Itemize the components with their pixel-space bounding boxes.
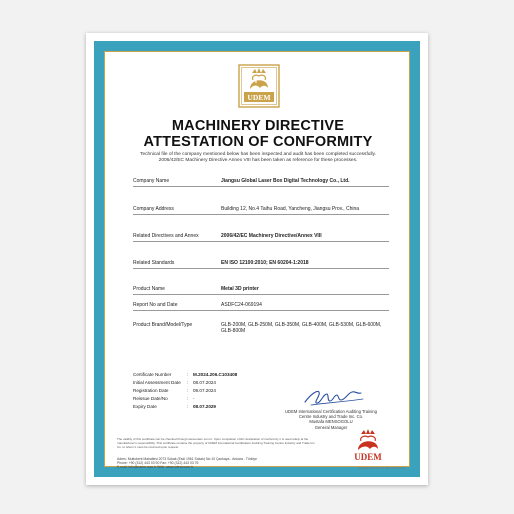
detail-label: Expiry Date: [133, 404, 157, 409]
certificate-intro: Technical file of the company mentioned below has been inspected and audit has been completed successfully. 2006/42/EC Machinery Directive Annex VIII has been taken as reference for these processes.: [140, 152, 376, 163]
detail-expiry-date: Expiry Date : 08.07.2029: [133, 404, 216, 409]
detail-value: 09.07.2024: [193, 388, 216, 393]
field-label: Product Name: [133, 286, 165, 292]
field-divider: [133, 214, 389, 215]
udem-lion-crest-icon: [238, 64, 280, 108]
udem-logo-text: UDEM: [247, 93, 271, 102]
field-value: Jiangsu Global Laser Box Digital Technology Co., Ltd.: [221, 178, 350, 184]
field-value: 2006/42/EC Machinery Directive/Annex VIII: [221, 233, 322, 239]
detail-value: M.2024.206.C103408: [193, 372, 238, 377]
field-report-no: [133, 302, 393, 312]
form-code: UDEM-FRM-KRD-01 REV.02 01.2024: [357, 466, 405, 470]
field-value: EN ISO 12100:2010; EN 60204-1:2018: [221, 260, 309, 266]
field-divider: [133, 186, 389, 187]
address-line: Adres: Mutlukent Mahallesi 2073 Sokak (Eski 1961 Sokak) No:10 Çankaya - Ankara - Türkiye: [117, 457, 257, 461]
field-label: Company Address: [133, 206, 174, 212]
detail-label: Certificate Number: [133, 372, 172, 377]
detail-value: -: [193, 396, 195, 401]
field-related-directives: [133, 233, 393, 243]
signer-org: UDEM International Certification Auditing Training Centre Industry and Trade Inc. Co.: [285, 409, 377, 420]
field-value: Building 12, No.4 Taihu Road, Yancheng, Jiangsu Prov., China: [221, 206, 360, 212]
field-divider: [133, 294, 389, 295]
certificate-page: [86, 33, 428, 485]
bottom-logo-text: UDEM: [354, 452, 382, 462]
udem-lion-crest-icon: [346, 428, 390, 462]
detail-value: 08.07.2029: [193, 404, 216, 409]
field-product-model: [133, 322, 393, 336]
detail-label: Initial Assessment Date: [133, 380, 181, 385]
certificate-inner: [104, 51, 410, 470]
detail-label: Registration Date: [133, 388, 169, 393]
field-label: Report No and Date: [133, 302, 178, 308]
field-label: Related Standards: [133, 260, 175, 266]
detail-label: Reissue Date/No: [133, 396, 168, 401]
field-product-name: [133, 286, 393, 296]
field-label: Related Directives and Annex: [133, 233, 199, 239]
field-divider: [133, 241, 389, 242]
field-value: GLB-200M, GLB-250M, GLB-350M, GLB-400M, GLB-530M, GLB-600M, GLB-800M: [221, 322, 382, 334]
signer-name: Mustafa MENSOGOLU: [309, 419, 353, 425]
detail-certificate-number: Certificate Number : M.2024.206.C103408: [133, 372, 238, 377]
detail-value: 08.07.2024: [193, 380, 216, 385]
field-related-standards: [133, 260, 393, 270]
phone-line: Phone: +90 (312) 443 03 90 Fax: +90 (312) 443 03 76: [117, 461, 199, 466]
detail-reissue-date: Reissue Date/No : -: [133, 396, 195, 401]
signature-icon: [301, 386, 367, 408]
certificate-title: MACHINERY DIRECTIVE: [171, 118, 345, 134]
field-company-name: [133, 178, 393, 188]
field-divider: [133, 310, 389, 311]
field-company-address: [133, 206, 393, 216]
field-label: Product Brand/Model/Type: [133, 322, 193, 328]
contact-line: E-mail: info@udem.com.tr Web: www.udem.com.tr: [117, 465, 193, 470]
certificate-frame: [94, 41, 420, 477]
field-value: ASDFC24-069194: [221, 302, 262, 308]
field-label: Company Name: [133, 178, 170, 184]
validity-footnote: The validity of this certificate can be checked through www.udem.com.tr. Upon completion of EC declaration of conformity, it is used solely at the manufacturer's responsibility. This certificate remains the property of UDEM International Certification Auditing Training Centre Industry and Trade Inc. Co. to whom it must be returned upon request.: [117, 437, 316, 449]
detail-registration-date: Registration Date : 09.07.2024: [133, 388, 216, 393]
field-divider: [133, 268, 389, 269]
field-value: Metal 3D printer: [221, 286, 259, 292]
signer-role: General Manager: [314, 424, 348, 430]
signer-block: [281, 409, 381, 430]
issuer-address: [117, 457, 327, 470]
detail-initial-assessment: Initial Assessment Date : 08.07.2024: [133, 380, 216, 385]
certificate-subtitle: ATTESTATION OF CONFORMITY: [143, 134, 373, 150]
